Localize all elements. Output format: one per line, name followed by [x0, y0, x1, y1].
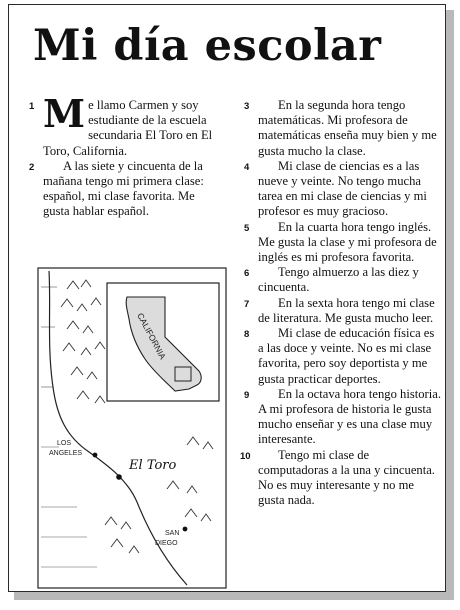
paragraph-number: 5 [244, 222, 250, 234]
paragraph-text: e llamo Carmen y soy estudiante de la escuela secundaria El Toro en El Toro, California. [43, 98, 213, 158]
page-title: Mi día escolar [33, 21, 382, 71]
paragraph-3 [246, 98, 442, 159]
paragraph-number: 2 [29, 161, 35, 173]
paragraph-8 [246, 326, 442, 387]
paragraph-4 [246, 159, 442, 220]
paragraph-text: A las siete y cincuenta de la mañana tengo mi primera clase: español, mi clase favorita. Me gusta hablar español. [43, 158, 204, 219]
paragraph-text: En la octava hora tengo historia. A mi profesora de historia le gusta mucho enseñar y es una clase muy interesante. [258, 386, 441, 447]
paragraph-number: 7 [244, 298, 250, 310]
paragraph-number: 1 [29, 101, 35, 112]
paragraph-text: En la sexta hora tengo mi clase de literatura. Me gusta mucho leer. [258, 295, 435, 325]
paragraph-number: 3 [244, 101, 250, 112]
drop-cap: M [43, 91, 86, 136]
paragraph-number: 8 [244, 329, 250, 341]
paragraph-text: En la segunda hora tengo matemáticas. Mi profesora de matemáticas enseña muy bien y me gusta mucho la clase. [258, 98, 437, 158]
san-diego-dot [183, 527, 188, 532]
paragraph-text: En la cuarta hora tengo inglés. Me gusta la clase y mi profesora de inglés es mi profesora favorita. [258, 219, 437, 265]
sd-label-1: SAN [165, 530, 180, 537]
paragraph-number: 10 [240, 450, 251, 462]
paragraph-6 [246, 265, 442, 295]
paragraph-7 [246, 296, 442, 326]
paragraph-2 [31, 159, 215, 220]
paragraph-number: 6 [244, 268, 250, 280]
paragraph-text: Mi clase de ciencias es a las nueve y veinte. No tengo mucha tarea en mi clase de ciencias y mi profesor es muy gracioso. [258, 158, 427, 219]
el-toro-dot [116, 474, 122, 480]
state-label: CALIFORNIA [135, 311, 169, 361]
el-toro-label: El Toro [129, 458, 177, 473]
paragraph-1 [29, 91, 215, 159]
paragraph-text: Mi clase de educación física es a las doce y veinte. No es mi clase favorita, pero soy deportista y me gusta practicar deportes. [258, 326, 435, 386]
paragraph-5 [246, 220, 442, 266]
sd-label-2: DIEGO [155, 540, 178, 547]
california-map [37, 267, 227, 589]
paragraph-text: Tengo mi clase de computadoras a la una y cincuenta. No es muy interesante y no me gusta nada. [258, 447, 435, 508]
paragraph-10 [240, 447, 442, 509]
la-label-1: LOS [57, 440, 72, 447]
paragraph-number: 4 [244, 161, 250, 173]
los-angeles-dot [93, 453, 98, 458]
document-page [8, 4, 446, 592]
paragraph-text: Tengo almuerzo a las diez y cincuenta. [258, 265, 419, 295]
la-label-2: ANGELES [49, 450, 83, 457]
right-column [240, 98, 442, 508]
paragraph-9 [246, 387, 442, 448]
paragraph-number: 9 [244, 389, 250, 401]
left-column [29, 91, 215, 220]
